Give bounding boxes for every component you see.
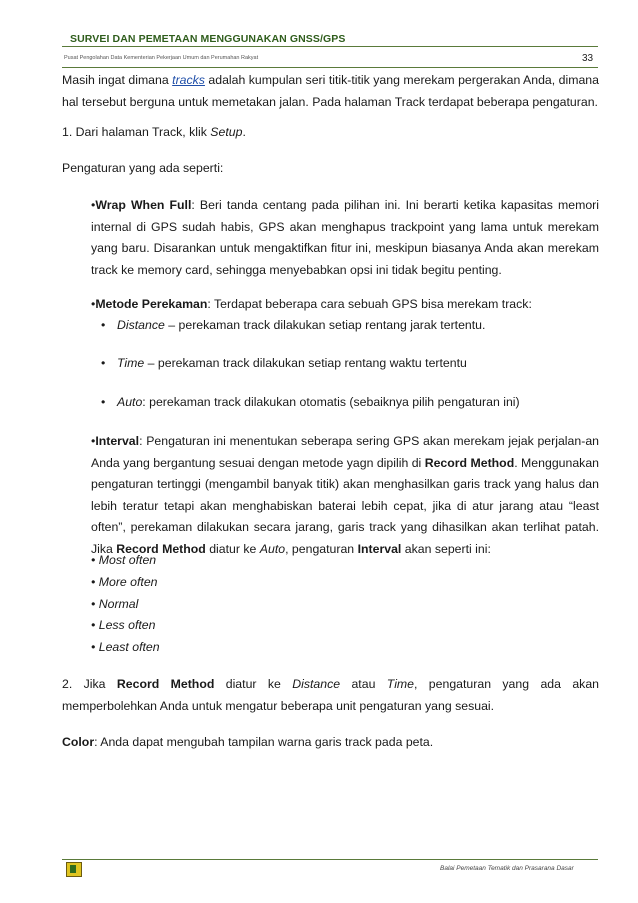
time-term: Time: [117, 356, 145, 370]
metode-perekaman-term: Metode Perekaman: [95, 297, 208, 311]
intro-paragraph: Masih ingat dimana tracks adalah kumpulan seri titik-titik yang merekam pergerakan Anda, dimana hal tersebut berguna untuk memetakan jalan. Pada halaman Track terdapat beberapa pengaturan.: [62, 73, 599, 109]
distance-term: Distance: [292, 677, 341, 691]
bullet-icon: •: [91, 597, 96, 611]
interval-option-more-often: • More often: [91, 575, 158, 589]
bullet-icon: •: [101, 356, 106, 370]
distance-term: Distance: [117, 318, 165, 332]
color-paragraph: Color: Anda dapat mengubah tampilan warna garis track pada peta.: [62, 735, 434, 749]
bullet-icon: •: [91, 618, 96, 632]
bullet-icon: •: [91, 640, 96, 654]
record-method-term: Record Method: [116, 541, 206, 556]
ministry-logo-icon: [66, 862, 82, 877]
step-1: 1. Dari halaman Track, klik Setup.: [62, 125, 246, 139]
interval-option-normal: • Normal: [91, 597, 139, 611]
footer-divider: [62, 859, 598, 860]
wrap-when-full-item: •Wrap When Full: Beri tanda centang pada pilihan ini. Ini berarti ketika kapasitas memori internal di GPS sudah habis, GPS akan menghapus trackpoint yang lama untuk merekam yang baru. Disarankan untuk mengaktifkan fitur ini, meskipun biasanya Anda akan merekam track ke memory card, sehingga menyebabkan opsi ini tidak begitu penting.: [91, 198, 599, 277]
bullet-icon: •: [91, 297, 96, 311]
interval-option-less-often: • Less often: [91, 618, 156, 632]
auto-term: Auto: [259, 541, 286, 556]
bullet-icon: •: [101, 395, 106, 409]
method-distance-item: • Distance – perekaman track dilakukan setiap rentang jarak tertentu.: [101, 315, 599, 337]
bullet-icon: •: [91, 434, 96, 448]
interval-option-least-often: • Least often: [91, 640, 160, 654]
tracks-link[interactable]: tracks: [172, 73, 205, 87]
time-term: Time: [386, 677, 415, 691]
interval-item: •Interval: Pengaturan ini menentukan seberapa sering GPS akan merekam jejak perjalan-an Anda yang bergantung sesuai dengan metode yagn dipilih di Record Method. Menggunakan pengaturan tertinggi (mengambil banyak titik) akan menghasilkan garis track yang halus dan lebih teratur tetapi akan menghabiskan baterai lebih cepat, jika di atur jarang atau “least often”, perekaman dilakukan secara jarang, garis track yang dihasilkan akan terlihat patah. Jika Record Method diatur ke Auto, pengaturan Interval akan seperti ini:: [91, 434, 600, 556]
header-organization: Pusat Pengolahan Data Kementerian Pekerjaan Umum dan Perumahan Rakyat: [64, 55, 259, 61]
wrap-when-full-term: Wrap When Full: [95, 198, 192, 212]
metode-perekaman-item: •Metode Perekaman: Terdapat beberapa cara sebuah GPS bisa merekam track:: [91, 297, 532, 311]
auto-term: Auto: [117, 395, 143, 409]
interval-term: Interval: [95, 434, 140, 448]
settings-intro: Pengaturan yang ada seperti:: [62, 161, 224, 175]
record-method-term: Record Method: [424, 455, 515, 470]
method-time-item: • Time – perekaman track dilakukan setiap rentang waktu tertentu: [101, 353, 599, 375]
interval-option-most-often: • Most often: [91, 553, 157, 567]
bullet-icon: •: [91, 575, 96, 589]
interval-term: Interval: [357, 541, 402, 556]
bullet-icon: •: [101, 318, 106, 332]
page-number: 33: [582, 53, 594, 64]
method-auto-item: • Auto: perekaman track dilakukan otomatis (sebaiknya pilih pengaturan ini): [101, 392, 599, 414]
document-title: SURVEI DAN PEMETAAN MENGGUNAKAN GNSS/GPS: [70, 33, 346, 45]
record-method-term: Record Method: [116, 677, 215, 691]
bullet-icon: •: [91, 198, 96, 212]
header-divider-bottom: [62, 67, 598, 68]
header-divider-top: [62, 46, 598, 47]
setup-term: Setup: [210, 125, 243, 139]
bullet-icon: •: [91, 553, 96, 567]
color-term: Color: [62, 735, 95, 749]
step-2: 2. Jika Record Method diatur ke Distance atau Time, pengaturan yang ada akan memperbolehkan Anda untuk mengatur beberapa unit pengaturan yang sesuai.: [62, 677, 600, 713]
footer-text: Balai Pemetaan Tematik dan Prasarana Dasar: [440, 865, 574, 872]
